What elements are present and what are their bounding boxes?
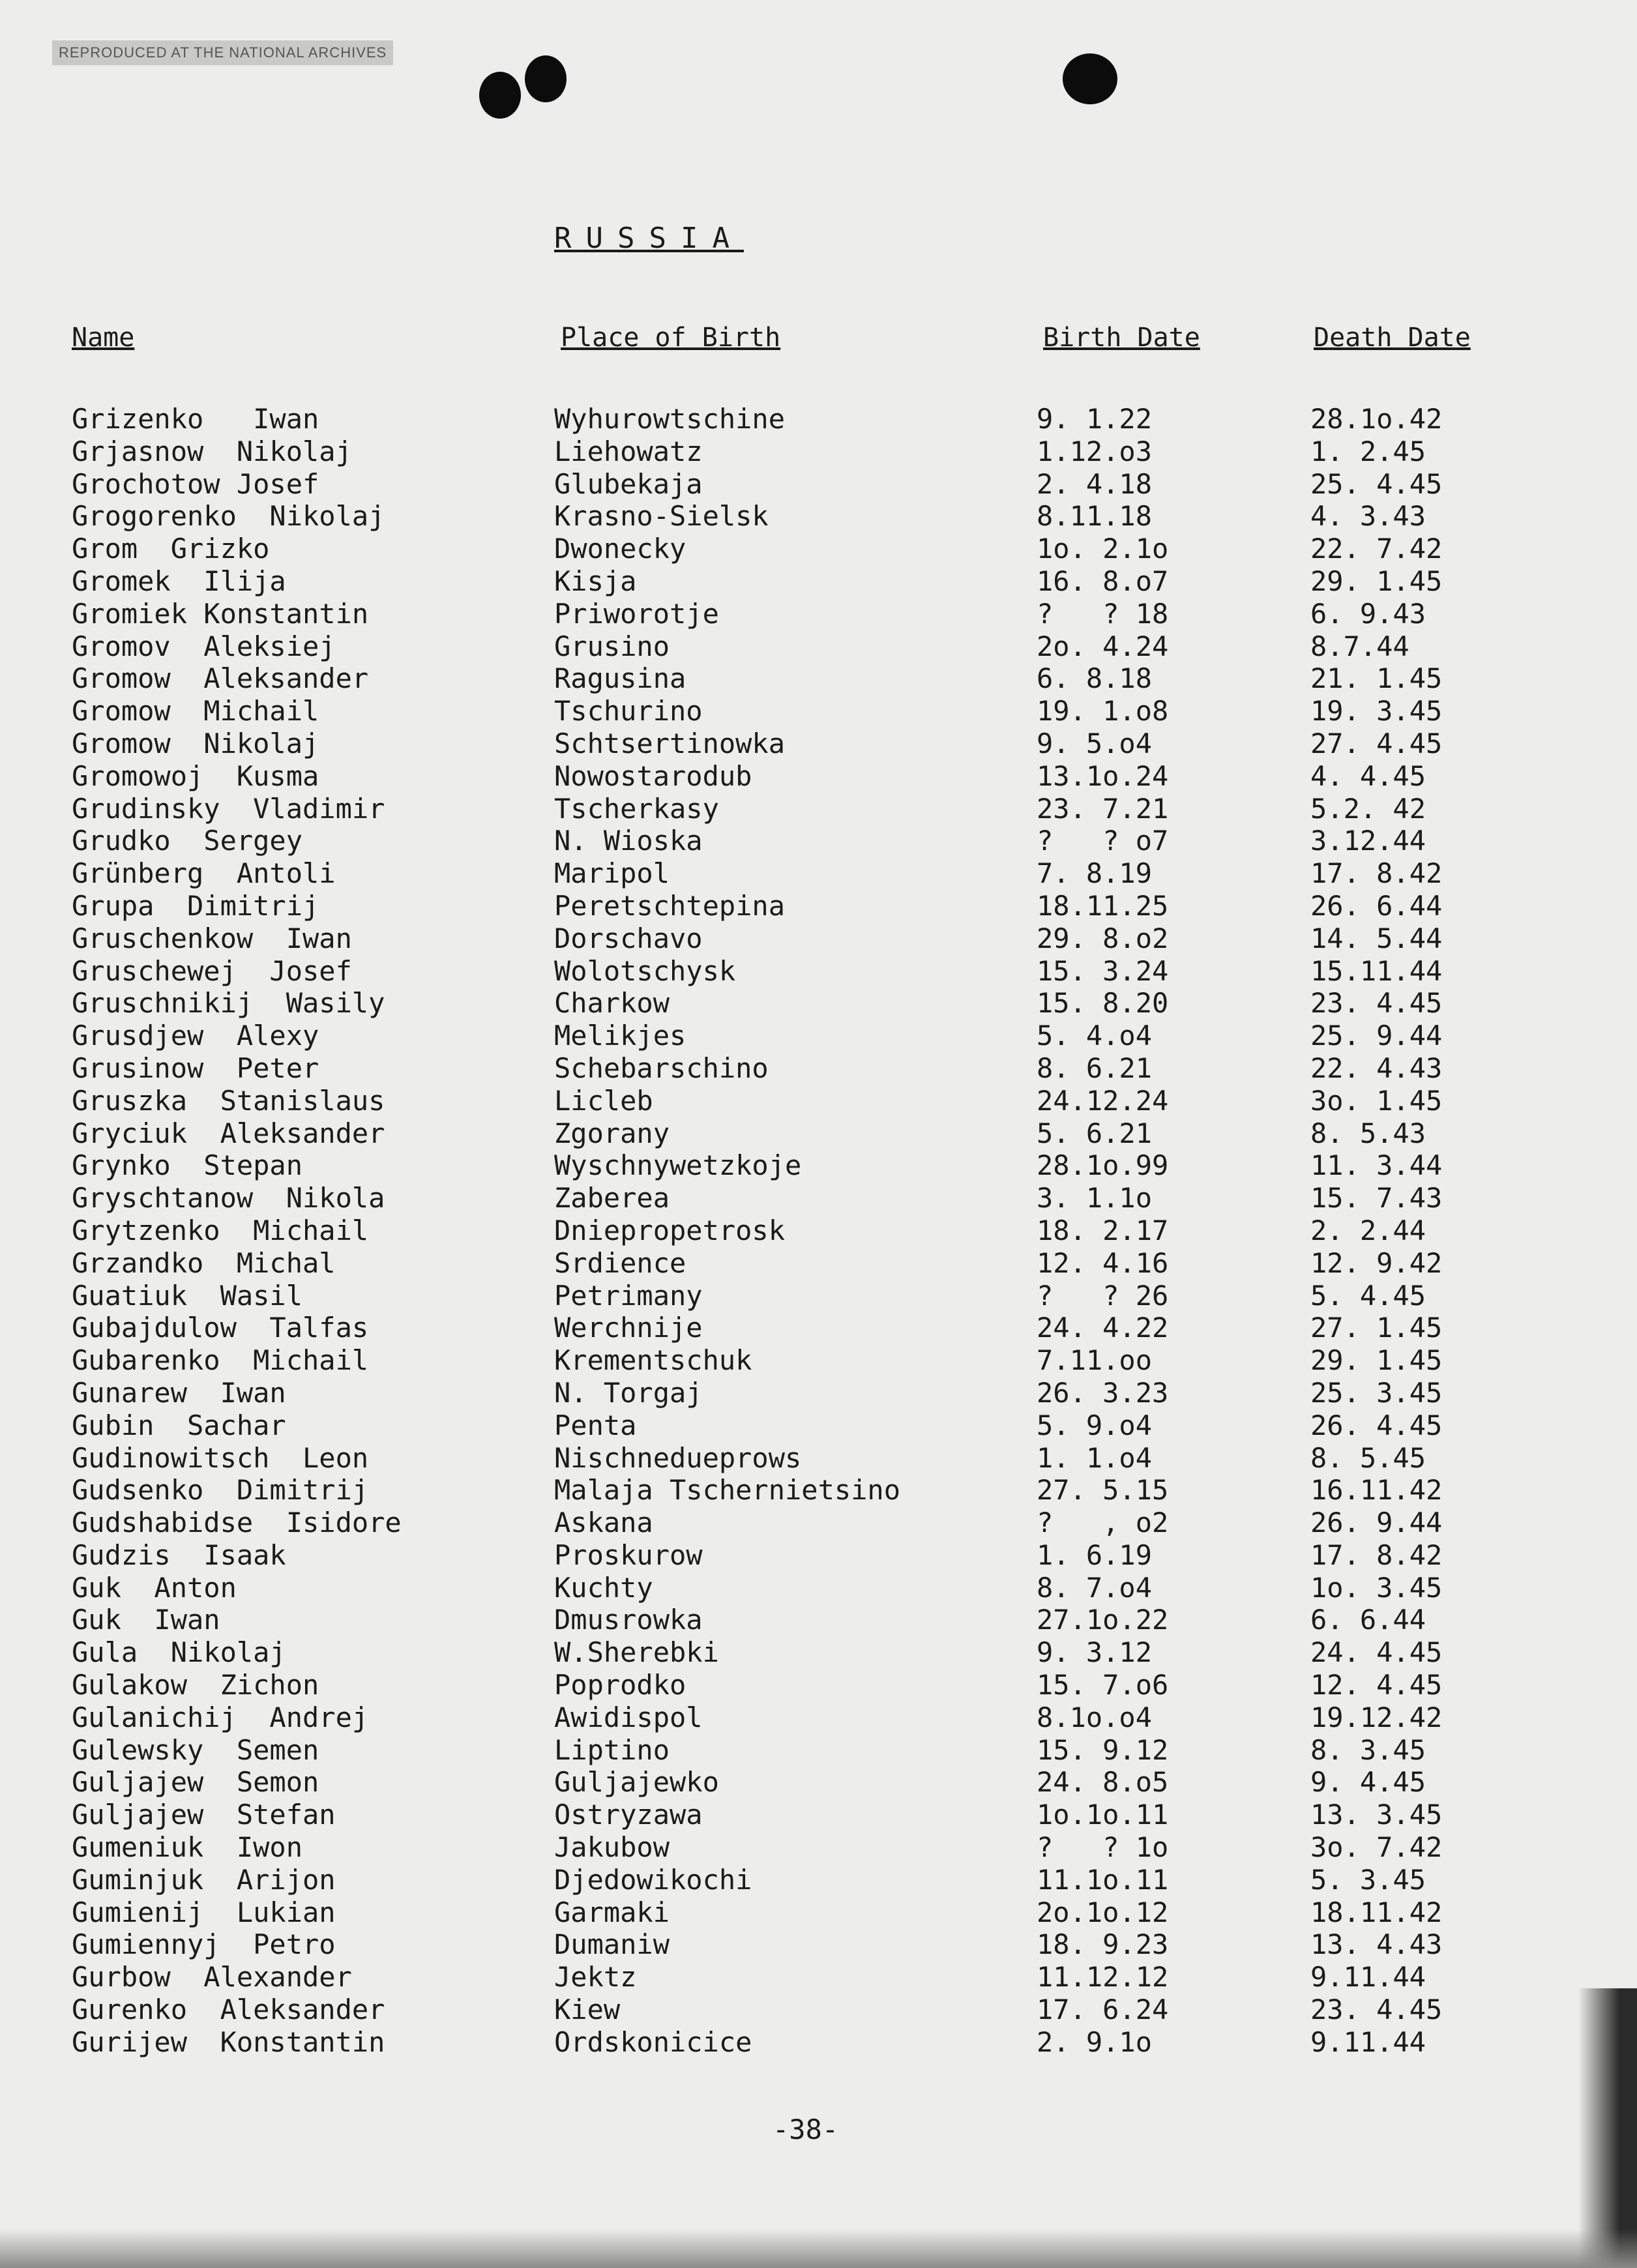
table-row bbox=[0, 760, 1637, 793]
record-death-date: 8. 5.45 bbox=[1310, 1441, 1426, 1474]
record-birth-date: 18. 9.23 bbox=[1037, 1928, 1169, 1961]
table-row bbox=[0, 1896, 1637, 1929]
record-name: Gruszka Stanislaus bbox=[72, 1084, 385, 1117]
record-birth-date: 5. 4.o4 bbox=[1037, 1020, 1153, 1052]
record-name: Gudinowitsch Leon bbox=[72, 1441, 369, 1474]
record-birth-date: 24. 4.22 bbox=[1037, 1312, 1169, 1344]
record-death-date: 26. 6.44 bbox=[1310, 889, 1443, 922]
record-birth-date: 27. 5.15 bbox=[1037, 1474, 1169, 1507]
record-birth-date: ? ? o7 bbox=[1037, 825, 1169, 857]
record-place-of-birth: Dmusrowka bbox=[554, 1604, 703, 1636]
record-birth-date: 1. 6.19 bbox=[1037, 1539, 1153, 1571]
record-birth-date: 9. 3.12 bbox=[1037, 1636, 1153, 1669]
record-place-of-birth: Peretschtepina bbox=[554, 889, 786, 922]
table-row bbox=[0, 1149, 1637, 1182]
record-death-date: 24. 4.45 bbox=[1310, 1636, 1443, 1669]
record-place-of-birth: Malaja Tschernietsino bbox=[554, 1474, 901, 1507]
table-row bbox=[0, 955, 1637, 988]
record-place-of-birth: Ragusina bbox=[554, 662, 686, 695]
table-row bbox=[0, 1409, 1637, 1442]
record-birth-date: 3. 1.1o bbox=[1037, 1182, 1153, 1215]
record-death-date: 26. 4.45 bbox=[1310, 1409, 1443, 1441]
record-place-of-birth: Kiew bbox=[554, 1994, 621, 2026]
punch-hole-left bbox=[479, 72, 521, 119]
record-place-of-birth: Petrimany bbox=[554, 1279, 703, 1312]
record-name: Gudshabidse Isidore bbox=[72, 1507, 402, 1539]
record-place-of-birth: Melikjes bbox=[554, 1020, 686, 1052]
record-death-date: 26. 9.44 bbox=[1310, 1507, 1443, 1539]
record-death-date: 9.11.44 bbox=[1310, 1961, 1426, 1994]
record-place-of-birth: Dwonecky bbox=[554, 533, 686, 565]
record-name: Grudinsky Vladimir bbox=[72, 792, 385, 825]
record-death-date: 22. 7.42 bbox=[1310, 533, 1443, 565]
record-birth-date: 2o.1o.12 bbox=[1037, 1896, 1169, 1928]
record-place-of-birth: Liptino bbox=[554, 1733, 670, 1766]
record-name: Gudzis Isaak bbox=[72, 1539, 286, 1571]
record-birth-date: 9. 5.o4 bbox=[1037, 727, 1153, 759]
record-name: Gudsenko Dimitrij bbox=[72, 1474, 369, 1507]
table-row bbox=[0, 1020, 1637, 1052]
record-birth-date: 18.11.25 bbox=[1037, 889, 1169, 922]
record-name: Grochotow Josef bbox=[72, 467, 319, 500]
record-birth-date: ? , o2 bbox=[1037, 1507, 1169, 1539]
record-place-of-birth: Grusino bbox=[554, 630, 670, 662]
record-place-of-birth: W.Sherebki bbox=[554, 1636, 719, 1669]
record-name: Grogorenko Nikolaj bbox=[72, 500, 385, 533]
table-row bbox=[0, 1312, 1637, 1344]
header-name: Name bbox=[72, 323, 135, 353]
table-row bbox=[0, 1117, 1637, 1150]
record-name: Gryschtanow Nikola bbox=[72, 1182, 385, 1215]
record-death-date: 3o. 7.42 bbox=[1310, 1831, 1443, 1864]
record-place-of-birth: Nischnedueprows bbox=[554, 1441, 802, 1474]
table-row bbox=[0, 1247, 1637, 1280]
table-row bbox=[0, 1928, 1637, 1961]
table-row bbox=[0, 1636, 1637, 1669]
record-birth-date: 15. 3.24 bbox=[1037, 954, 1169, 987]
record-death-date: 13. 4.43 bbox=[1310, 1928, 1443, 1961]
record-death-date: 8. 3.45 bbox=[1310, 1733, 1426, 1766]
scan-shadow-right bbox=[1578, 1988, 1637, 2268]
record-name: Grjasnow Nikolaj bbox=[72, 435, 352, 467]
record-place-of-birth: Guljajewko bbox=[554, 1766, 719, 1799]
record-death-date: 27. 1.45 bbox=[1310, 1312, 1443, 1344]
record-death-date: 5. 4.45 bbox=[1310, 1279, 1426, 1312]
record-name: Grynko Stepan bbox=[72, 1149, 303, 1182]
record-place-of-birth: Poprodko bbox=[554, 1669, 686, 1701]
record-death-date: 25. 9.44 bbox=[1310, 1020, 1443, 1052]
record-name: Guljajew Stefan bbox=[72, 1799, 336, 1831]
record-place-of-birth: Werchnije bbox=[554, 1312, 703, 1344]
record-birth-date: 23. 7.21 bbox=[1037, 792, 1169, 825]
record-name: Guk Anton bbox=[72, 1571, 237, 1604]
record-place-of-birth: Nowostarodub bbox=[554, 759, 752, 792]
record-name: Grudko Sergey bbox=[72, 825, 303, 857]
record-birth-date: 5. 9.o4 bbox=[1037, 1409, 1153, 1441]
table-row bbox=[0, 662, 1637, 695]
record-death-date: 29. 1.45 bbox=[1310, 1344, 1443, 1377]
table-row bbox=[0, 468, 1637, 501]
table-row bbox=[0, 1507, 1637, 1539]
record-name: Gryciuk Aleksander bbox=[72, 1117, 385, 1149]
record-death-date: 12. 4.45 bbox=[1310, 1669, 1443, 1701]
record-place-of-birth: Ordskonicice bbox=[554, 2025, 752, 2058]
record-name: Grom Grizko bbox=[72, 533, 270, 565]
record-death-date: 22. 4.43 bbox=[1310, 1052, 1443, 1084]
record-place-of-birth: Jakubow bbox=[554, 1831, 670, 1864]
record-birth-date: 24.12.24 bbox=[1037, 1084, 1169, 1117]
table-row bbox=[0, 728, 1637, 760]
record-name: Gunarew Iwan bbox=[72, 1376, 286, 1409]
table-row bbox=[0, 1669, 1637, 1701]
record-birth-date: 1o. 2.1o bbox=[1037, 533, 1169, 565]
record-birth-date: 8.1o.o4 bbox=[1037, 1701, 1153, 1733]
record-place-of-birth: N. Wioska bbox=[554, 825, 703, 857]
record-birth-date: 27.1o.22 bbox=[1037, 1604, 1169, 1636]
table-row bbox=[0, 1831, 1637, 1864]
record-name: Gromov Aleksiej bbox=[72, 630, 336, 662]
record-death-date: 19. 3.45 bbox=[1310, 695, 1443, 728]
table-row bbox=[0, 1572, 1637, 1604]
record-name: Gromowoj Kusma bbox=[72, 759, 319, 792]
record-death-date: 15.11.44 bbox=[1310, 954, 1443, 987]
record-birth-date: 1o.1o.11 bbox=[1037, 1799, 1169, 1831]
record-place-of-birth: Penta bbox=[554, 1409, 637, 1441]
record-death-date: 21. 1.45 bbox=[1310, 662, 1443, 695]
table-row bbox=[0, 1085, 1637, 1117]
record-place-of-birth: Wyhurowtschine bbox=[554, 403, 786, 435]
record-death-date: 19.12.42 bbox=[1310, 1701, 1443, 1733]
record-birth-date: 5. 6.21 bbox=[1037, 1117, 1153, 1149]
record-place-of-birth: Dniepropetrosk bbox=[554, 1214, 786, 1246]
record-place-of-birth: Jektz bbox=[554, 1961, 637, 1994]
record-name: Gurbow Alexander bbox=[72, 1961, 352, 1994]
record-place-of-birth: Kuchty bbox=[554, 1571, 653, 1604]
record-place-of-birth: Schtsertinowka bbox=[554, 727, 786, 759]
table-row bbox=[0, 857, 1637, 890]
table-row bbox=[0, 922, 1637, 955]
record-birth-date: 2. 9.1o bbox=[1037, 2025, 1153, 2058]
table-row bbox=[0, 1864, 1637, 1896]
table-row bbox=[0, 695, 1637, 728]
record-death-date: 18.11.42 bbox=[1310, 1896, 1443, 1928]
record-name: Gulewsky Semen bbox=[72, 1733, 319, 1766]
record-place-of-birth: Charkow bbox=[554, 987, 670, 1020]
table-row bbox=[0, 890, 1637, 922]
archive-stamp: REPRODUCED AT THE NATIONAL ARCHIVES bbox=[52, 40, 393, 65]
record-name: Gulakow Zichon bbox=[72, 1669, 319, 1701]
scan-shadow-bottom bbox=[0, 2229, 1637, 2268]
record-name: Grünberg Antoli bbox=[72, 857, 336, 890]
record-death-date: 16.11.42 bbox=[1310, 1474, 1443, 1507]
record-death-date: 23. 4.45 bbox=[1310, 987, 1443, 1020]
record-death-date: 6. 6.44 bbox=[1310, 1604, 1426, 1636]
table-row bbox=[0, 1961, 1637, 1994]
page-number: -38- bbox=[773, 2113, 839, 2145]
record-death-date: 5. 3.45 bbox=[1310, 1863, 1426, 1896]
record-name: Gromow Aleksander bbox=[72, 662, 369, 695]
record-death-date: 25. 4.45 bbox=[1310, 467, 1443, 500]
record-birth-date: ? ? 1o bbox=[1037, 1831, 1169, 1864]
table-row bbox=[0, 793, 1637, 825]
record-death-date: 27. 4.45 bbox=[1310, 727, 1443, 759]
record-death-date: 3o. 1.45 bbox=[1310, 1084, 1443, 1117]
record-birth-date: 19. 1.o8 bbox=[1037, 695, 1169, 728]
record-birth-date: 24. 8.o5 bbox=[1037, 1766, 1169, 1799]
record-place-of-birth: Proskurow bbox=[554, 1539, 703, 1571]
record-birth-date: 11.1o.11 bbox=[1037, 1863, 1169, 1896]
record-place-of-birth: Wolotschysk bbox=[554, 954, 736, 987]
record-death-date: 9.11.44 bbox=[1310, 2025, 1426, 2058]
record-place-of-birth: Priworotje bbox=[554, 597, 719, 630]
record-birth-date: 6. 8.18 bbox=[1037, 662, 1153, 695]
table-row bbox=[0, 1377, 1637, 1409]
record-name: Grupa Dimitrij bbox=[72, 889, 319, 922]
table-row bbox=[0, 1994, 1637, 2026]
record-place-of-birth: Srdience bbox=[554, 1246, 686, 1279]
table-row bbox=[0, 500, 1637, 533]
table-row bbox=[0, 1766, 1637, 1799]
record-name: Gubarenko Michail bbox=[72, 1344, 369, 1377]
record-name: Gumienij Lukian bbox=[72, 1896, 336, 1928]
record-place-of-birth: N. Torgaj bbox=[554, 1376, 703, 1409]
record-place-of-birth: Krasno-Sielsk bbox=[554, 500, 769, 533]
header-place-of-birth: Place of Birth bbox=[561, 323, 781, 353]
record-birth-date: 1. 1.o4 bbox=[1037, 1441, 1153, 1474]
record-birth-date: 9. 1.22 bbox=[1037, 403, 1153, 435]
record-death-date: 5.2. 42 bbox=[1310, 792, 1426, 825]
table-row bbox=[0, 403, 1637, 435]
table-row bbox=[0, 1344, 1637, 1377]
record-name: Grusinow Peter bbox=[72, 1052, 319, 1084]
record-death-date: 12. 9.42 bbox=[1310, 1246, 1443, 1279]
record-place-of-birth: Maripol bbox=[554, 857, 670, 890]
record-birth-date: 15. 8.20 bbox=[1037, 987, 1169, 1020]
record-death-date: 13. 3.45 bbox=[1310, 1799, 1443, 1831]
record-name: Gumeniuk Iwon bbox=[72, 1831, 303, 1864]
record-death-date: 8.7.44 bbox=[1310, 630, 1409, 662]
table-row bbox=[0, 1442, 1637, 1475]
record-place-of-birth: Tscherkasy bbox=[554, 792, 719, 825]
record-name: Gula Nikolaj bbox=[72, 1636, 286, 1669]
record-place-of-birth: Krementschuk bbox=[554, 1344, 752, 1377]
record-name: Gubajdulow Talfas bbox=[72, 1312, 369, 1344]
table-row bbox=[0, 1539, 1637, 1572]
record-place-of-birth: Schebarschino bbox=[554, 1052, 769, 1084]
record-birth-date: 11.12.12 bbox=[1037, 1961, 1169, 1994]
record-place-of-birth: Tschurino bbox=[554, 695, 703, 728]
record-birth-date: 7. 8.19 bbox=[1037, 857, 1153, 890]
record-place-of-birth: Djedowikochi bbox=[554, 1863, 752, 1896]
table-row bbox=[0, 630, 1637, 663]
record-name: Gulanichij Andrej bbox=[72, 1701, 369, 1733]
header-death-date: Death Date bbox=[1314, 323, 1471, 353]
record-place-of-birth: Wyschnywetzkoje bbox=[554, 1149, 802, 1182]
record-death-date: 1. 2.45 bbox=[1310, 435, 1426, 467]
record-birth-date: 13.1o.24 bbox=[1037, 759, 1169, 792]
record-death-date: 11. 3.44 bbox=[1310, 1149, 1443, 1182]
record-death-date: 9. 4.45 bbox=[1310, 1766, 1426, 1799]
record-birth-date: 17. 6.24 bbox=[1037, 1994, 1169, 2026]
record-name: Gruschenkow Iwan bbox=[72, 922, 352, 954]
record-birth-date: 28.1o.99 bbox=[1037, 1149, 1169, 1182]
record-name: Guatiuk Wasil bbox=[72, 1279, 303, 1312]
record-place-of-birth: Askana bbox=[554, 1507, 653, 1539]
table-row bbox=[0, 1604, 1637, 1636]
record-place-of-birth: Zaberea bbox=[554, 1182, 670, 1215]
record-birth-date: 26. 3.23 bbox=[1037, 1376, 1169, 1409]
punch-hole-left-2 bbox=[525, 55, 567, 102]
record-place-of-birth: Zgorany bbox=[554, 1117, 670, 1149]
record-name: Guminjuk Arijon bbox=[72, 1863, 336, 1896]
record-death-date: 17. 8.42 bbox=[1310, 857, 1443, 890]
record-name: Gromow Michail bbox=[72, 695, 319, 728]
table-row bbox=[0, 1215, 1637, 1247]
record-birth-date: 7.11.oo bbox=[1037, 1344, 1153, 1377]
record-death-date: 8. 5.43 bbox=[1310, 1117, 1426, 1149]
record-birth-date: ? ? 26 bbox=[1037, 1279, 1169, 1312]
record-birth-date: 15. 7.o6 bbox=[1037, 1669, 1169, 1701]
record-death-date: 4. 4.45 bbox=[1310, 759, 1426, 792]
punch-hole-right bbox=[1063, 53, 1117, 104]
table-row bbox=[0, 598, 1637, 630]
record-death-date: 15. 7.43 bbox=[1310, 1182, 1443, 1215]
record-birth-date: 18. 2.17 bbox=[1037, 1214, 1169, 1246]
record-death-date: 28.1o.42 bbox=[1310, 403, 1443, 435]
record-place-of-birth: Garmaki bbox=[554, 1896, 670, 1928]
record-name: Guk Iwan bbox=[72, 1604, 220, 1636]
table-row bbox=[0, 565, 1637, 598]
table-row bbox=[0, 1734, 1637, 1767]
record-name: Gubin Sachar bbox=[72, 1409, 286, 1441]
table-row bbox=[0, 1799, 1637, 1831]
table-row bbox=[0, 1182, 1637, 1215]
record-birth-date: 12. 4.16 bbox=[1037, 1246, 1169, 1279]
record-birth-date: 8. 7.o4 bbox=[1037, 1571, 1153, 1604]
record-birth-date: 29. 8.o2 bbox=[1037, 922, 1169, 954]
table-row bbox=[0, 435, 1637, 468]
record-name: Grizenko Iwan bbox=[72, 403, 319, 435]
record-death-date: 25. 3.45 bbox=[1310, 1376, 1443, 1409]
record-place-of-birth: Liehowatz bbox=[554, 435, 703, 467]
record-birth-date: 16. 8.o7 bbox=[1037, 565, 1169, 597]
record-place-of-birth: Dorschavo bbox=[554, 922, 703, 954]
header-birth-date: Birth Date bbox=[1043, 323, 1200, 353]
record-birth-date: 2. 4.18 bbox=[1037, 467, 1153, 500]
table-row bbox=[0, 987, 1637, 1020]
table-row bbox=[0, 1474, 1637, 1507]
record-place-of-birth: Kisja bbox=[554, 565, 637, 597]
record-place-of-birth: Licleb bbox=[554, 1084, 653, 1117]
records-list bbox=[0, 403, 1637, 2059]
record-birth-date: 15. 9.12 bbox=[1037, 1733, 1169, 1766]
record-death-date: 1o. 3.45 bbox=[1310, 1571, 1443, 1604]
record-death-date: 4. 3.43 bbox=[1310, 500, 1426, 533]
record-death-date: 23. 4.45 bbox=[1310, 1994, 1443, 2026]
record-name: Gurijew Konstantin bbox=[72, 2025, 385, 2058]
record-name: Gurenko Aleksander bbox=[72, 1994, 385, 2026]
record-place-of-birth: Awidispol bbox=[554, 1701, 703, 1733]
record-name: Gromek Ilija bbox=[72, 565, 286, 597]
table-row bbox=[0, 825, 1637, 857]
record-name: Grusdjew Alexy bbox=[72, 1020, 319, 1052]
table-row bbox=[0, 533, 1637, 565]
record-name: Gromow Nikolaj bbox=[72, 727, 319, 759]
record-name: Gruschnikij Wasily bbox=[72, 987, 385, 1020]
table-row bbox=[0, 1280, 1637, 1312]
record-birth-date: 8.11.18 bbox=[1037, 500, 1153, 533]
table-row bbox=[0, 1701, 1637, 1734]
record-name: Grytzenko Michail bbox=[72, 1214, 369, 1246]
record-birth-date: 1.12.o3 bbox=[1037, 435, 1153, 467]
record-death-date: 2. 2.44 bbox=[1310, 1214, 1426, 1246]
record-birth-date: ? ? 18 bbox=[1037, 597, 1169, 630]
record-place-of-birth: Dumaniw bbox=[554, 1928, 670, 1961]
record-death-date: 3.12.44 bbox=[1310, 825, 1426, 857]
table-row bbox=[0, 1052, 1637, 1085]
table-row bbox=[0, 2026, 1637, 2059]
record-name: Gruschewej Josef bbox=[72, 954, 352, 987]
record-name: Guljajew Semon bbox=[72, 1766, 319, 1799]
record-place-of-birth: Ostryzawa bbox=[554, 1799, 703, 1831]
record-birth-date: 2o. 4.24 bbox=[1037, 630, 1169, 662]
page-title: RUSSIA bbox=[554, 222, 744, 255]
record-place-of-birth: Glubekaja bbox=[554, 467, 703, 500]
record-birth-date: 8. 6.21 bbox=[1037, 1052, 1153, 1084]
record-death-date: 14. 5.44 bbox=[1310, 922, 1443, 954]
record-death-date: 29. 1.45 bbox=[1310, 565, 1443, 597]
record-name: Gromiek Konstantin bbox=[72, 597, 369, 630]
record-name: Grzandko Michal bbox=[72, 1246, 336, 1279]
record-death-date: 6. 9.43 bbox=[1310, 597, 1426, 630]
record-name: Gumiennyj Petro bbox=[72, 1928, 336, 1961]
record-death-date: 17. 8.42 bbox=[1310, 1539, 1443, 1571]
